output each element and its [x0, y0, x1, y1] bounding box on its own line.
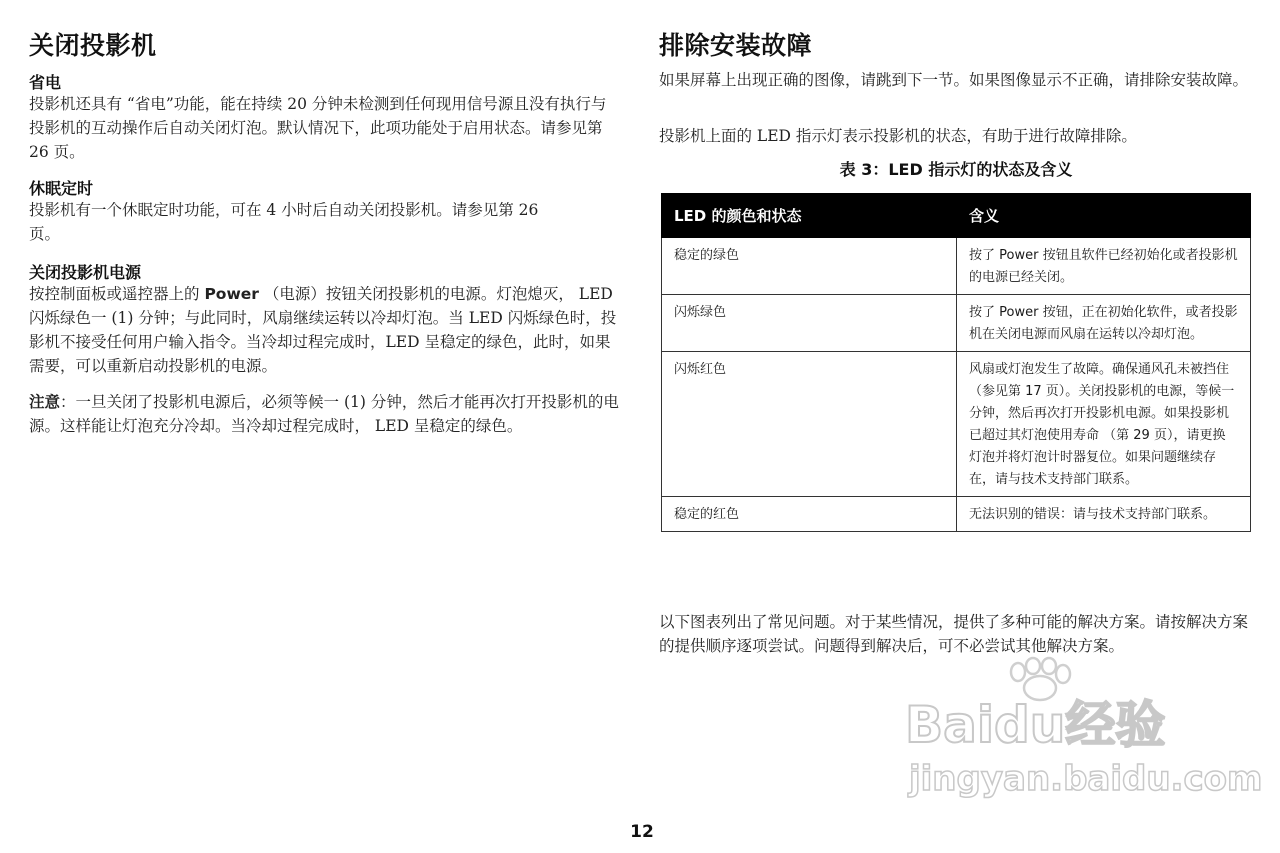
cell-meaning: 按了 Power 按钮，正在初始化软件，或者投影机在关闭电源而风扇在运转以冷却灯泡。: [957, 295, 1251, 352]
closing-paragraph: 以下图表列出了常见问题。对于某些情况，提供了多种可能的解决方案。请按解决方案的提供顺序逐项尝试。问题得到解决后，可不必尝试其他解决方案。: [659, 613, 1249, 655]
header-led-state: LED 的颜色和状态: [662, 194, 957, 238]
table-row: [662, 295, 1251, 352]
heading-sleep-timer: 休眠定时: [29, 179, 94, 198]
cell-meaning: 无法识别的错误：请与技术支持部门联系。: [957, 497, 1251, 532]
note-paragraph: 注意：一旦关闭了投影机电源后，必须等候一 (1) 分钟，然后才能再次打开投影机的电源。这样能让灯泡充分冷却。当冷却过程完成时， LED 呈稳定的绿色。: [29, 393, 619, 435]
note-label: 注意: [29, 393, 61, 411]
text-sleep-timer: 投影机有一个休眠定时功能，可在 4 小时后自动关闭投影机。请参见第 26 页。: [29, 201, 539, 243]
heading-power-save: 省电: [29, 73, 62, 92]
text-power-save: 投影机还具有 “省电”功能，能在持续 20 分钟未检测到任何现用信号源且没有执行与投影机的互动操作后自动关闭灯泡。默认情况下，此项功能处于启用状态。请参见第 26 页。: [29, 95, 607, 161]
table-row: [662, 238, 1251, 295]
page-number: 12: [630, 822, 654, 842]
svg-text:Baidu经验: Baidu经验: [905, 696, 1166, 754]
table-row: [662, 352, 1251, 497]
table-caption: 表 3：LED 指示灯的状态及含义: [839, 160, 1073, 179]
section-title-power-off: 关闭投影机: [29, 31, 157, 60]
intro-paragraph: 如果屏幕上出现正确的图像，请跳到下一节。如果图像显示不正确，请排除安装故障。: [659, 71, 1249, 89]
table-row: [662, 497, 1251, 532]
section-title-troubleshooting: 排除安装故障: [659, 31, 813, 60]
led-paragraph: 投影机上面的 LED 指示灯表示投影机的状态，有助于进行故障排除。: [659, 127, 1137, 145]
led-status-table: [661, 193, 1251, 532]
heading-power-off: 关闭投影机电源: [29, 263, 142, 282]
cell-meaning: 风扇或灯泡发生了故障。确保通风孔未被挡住 （参见第 17 页）。关闭投影机的电源，等候一分钟，然后再次打开投影机电源。如果投影机已超过其灯泡使用寿命 （第 29 页），请更换灯泡并将灯泡计时器复位。如果问题继续存在，请与技术支持部门联系。: [957, 352, 1251, 497]
cell-led-state: 闪烁绿色: [662, 295, 957, 352]
svg-text:jingyan.baidu.com: jingyan.baidu.com: [909, 759, 1263, 799]
text-power-off: 按控制面板或遥控器上的 Power （电源）按钮关闭投影机的电源。灯泡熄灭， LED 闪烁绿色一 (1) 分钟；与此同时，风扇继续运转以冷却灯泡。当 LED 闪烁绿色时，投影机不接受任何用户输入指令。当冷却过程完成时，LED 呈稳定的绿色，此时，如果需要，可以重新启动投影机的电源。: [29, 285, 617, 375]
cell-meaning: 按了 Power 按钮且软件已经初始化或者投影机的电源已经关闭。: [957, 238, 1251, 295]
baidu-jingyan-watermark: [905, 660, 1263, 800]
cell-led-state: 闪烁红色: [662, 352, 957, 497]
cell-led-state: 稳定的绿色: [662, 238, 957, 295]
header-meaning: 含义: [957, 194, 1251, 238]
cell-led-state: 稳定的红色: [662, 497, 957, 532]
table-header-row: [662, 194, 1251, 238]
power-label: Power: [204, 285, 259, 303]
